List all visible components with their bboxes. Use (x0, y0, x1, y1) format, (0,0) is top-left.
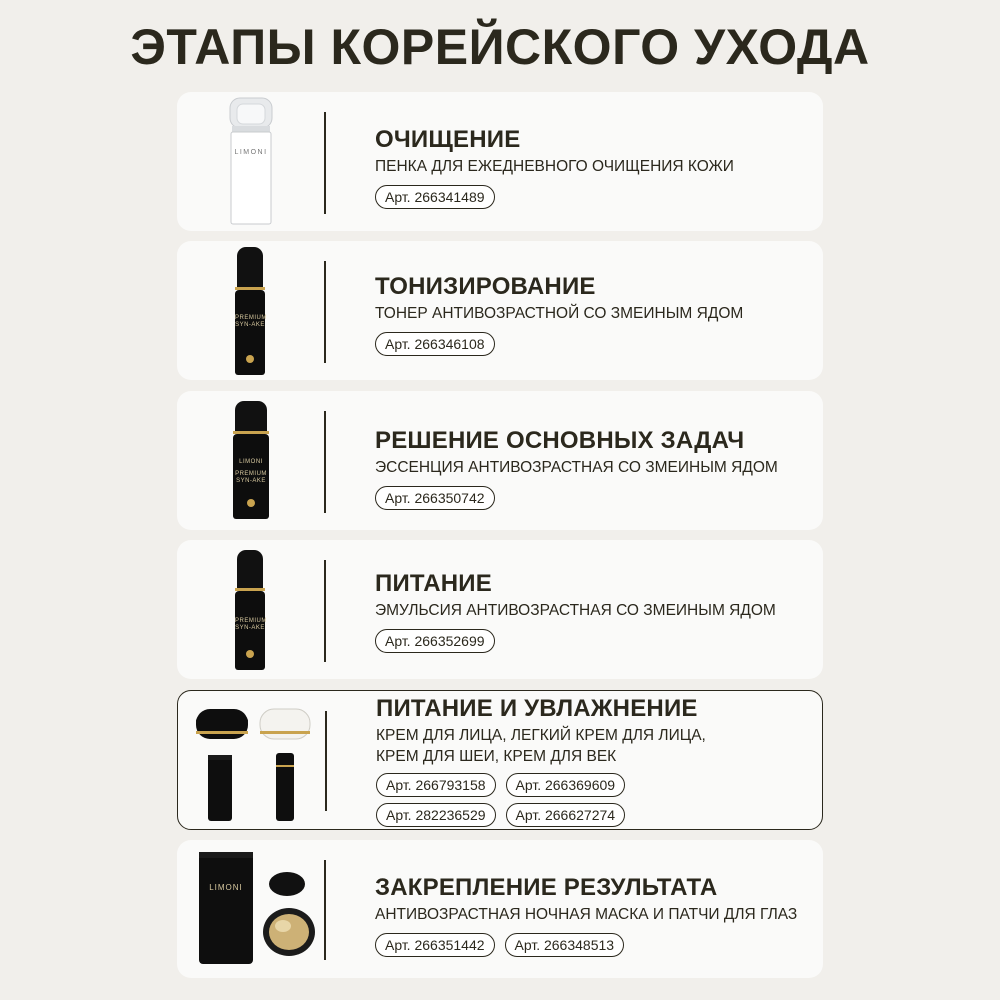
divider (325, 711, 327, 811)
step-subtitle: АНТИВОЗРАСТНАЯ НОЧНАЯ МАСКА И ПАТЧИ ДЛЯ ГЛАЗ (375, 906, 798, 923)
step-card-toning (177, 241, 823, 380)
article-badge[interactable]: Арт. 282236529 (376, 803, 496, 827)
divider (324, 411, 326, 513)
step-subtitle: ЭМУЛЬСИЯ АНТИВОЗРАСТНАЯ СО ЗМЕИНЫМ ЯДОМ (375, 602, 776, 619)
product-image-essence (177, 391, 325, 530)
product-image-cleanser (177, 92, 325, 231)
brand-label: LIMONI (234, 149, 268, 156)
brand-label: LIMONI (209, 883, 243, 892)
article-badge[interactable]: Арт. 266341489 (375, 185, 495, 209)
article-badge[interactable]: Арт. 266352699 (375, 629, 495, 653)
step-title: ЗАКРЕПЛЕНИЕ РЕЗУЛЬТАТА (375, 874, 718, 901)
step-card-essence (177, 391, 823, 530)
article-badge[interactable]: Арт. 266346108 (375, 332, 495, 356)
step-card-result (177, 840, 823, 978)
mask-and-patches-icon (177, 840, 325, 978)
divider (324, 261, 326, 363)
article-badge[interactable]: Арт. 266351442 (375, 933, 495, 957)
divider (324, 112, 326, 214)
product-image-mask-patches (177, 840, 325, 978)
page-title: ЭТАПЫ КОРЕЙСКОГО УХОДА (130, 19, 870, 75)
step-card-moisturizing (177, 690, 823, 830)
product-image-emulsion (177, 540, 325, 679)
step-subtitle-line: КРЕМ ДЛЯ ЛИЦА, ЛЕГКИЙ КРЕМ ДЛЯ ЛИЦА, (376, 727, 706, 744)
step-subtitle: ЭССЕНЦИЯ АНТИВОЗРАСТНАЯ СО ЗМЕИНЫМ ЯДОМ (375, 459, 778, 476)
product-image-toner (177, 241, 325, 380)
article-badge[interactable]: Арт. 266369609 (506, 773, 626, 797)
foam-cleanser-bottle-icon (177, 92, 325, 231)
article-badge[interactable]: Арт. 266793158 (376, 773, 496, 797)
step-subtitle-line: КРЕМ ДЛЯ ШЕИ, КРЕМ ДЛЯ ВЕК (376, 748, 617, 765)
cream-jars-icon (178, 691, 326, 829)
brand-label: LIMONI (239, 459, 263, 465)
article-badge[interactable]: Арт. 266348513 (505, 933, 625, 957)
black-bottle-icon: PREMIUM SYN-AKE (235, 550, 265, 670)
step-title: ПИТАНИЕ (375, 570, 492, 597)
article-badge[interactable]: Арт. 266627274 (506, 803, 626, 827)
step-card-cleansing (177, 92, 823, 231)
step-title: ПИТАНИЕ И УВЛАЖНЕНИЕ (376, 695, 698, 722)
article-badge[interactable]: Арт. 266350742 (375, 486, 495, 510)
black-bottle-icon: PREMIUM SYN-AKE (235, 247, 265, 375)
black-bottle-icon: LIMONI PREMIUM SYN-AKE (233, 401, 269, 519)
step-subtitle: ПЕНКА ДЛЯ ЕЖЕДНЕВНОГО ОЧИЩЕНИЯ КОЖИ (375, 158, 734, 175)
step-title: ТОНИЗИРОВАНИЕ (375, 273, 596, 300)
step-title: ОЧИЩЕНИЕ (375, 126, 521, 153)
divider (324, 860, 326, 960)
divider (324, 560, 326, 662)
step-title: РЕШЕНИЕ ОСНОВНЫХ ЗАДАЧ (375, 427, 745, 454)
step-card-nutrition (177, 540, 823, 679)
product-image-creams (178, 691, 326, 829)
step-subtitle: ТОНЕР АНТИВОЗРАСТНОЙ СО ЗМЕИНЫМ ЯДОМ (375, 305, 744, 322)
